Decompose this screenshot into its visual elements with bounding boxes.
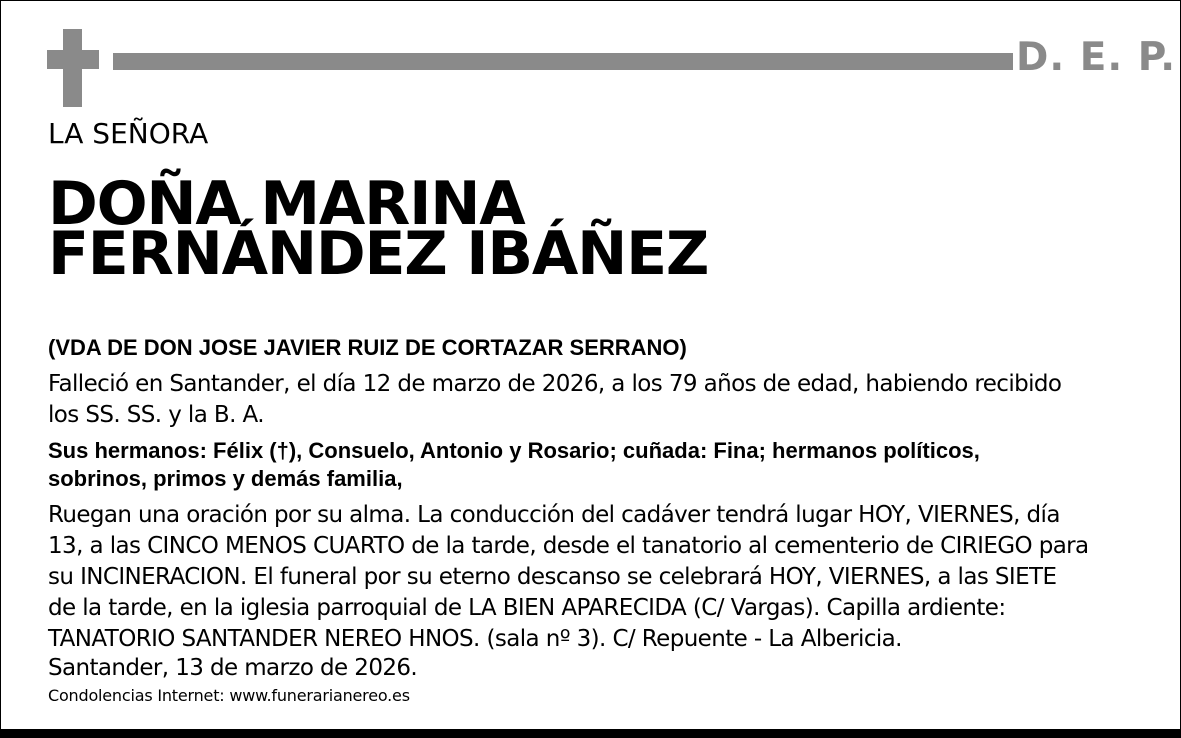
details-line: Ruegan una oración por su alma. La conducción del cadáver tendrá lugar HOY, VIERNES, día — [48, 502, 1060, 528]
title-label: LA SEÑORA — [48, 117, 209, 150]
details-line: TANATORIO SANTANDER NEREO HNOS. (sala nº 3). C/ Repuente - La Albericia. — [48, 626, 902, 652]
details-line: su INCINERACION. El funeral por su eterno descanso se celebrará HOY, VIERNES, a las SIETE — [48, 564, 1057, 590]
death-paragraph — [48, 369, 1061, 431]
place-date: Santander, 13 de marzo de 2026. — [48, 655, 418, 681]
death-line: Falleció en Santander, el día 12 de marzo de 2026, a los 79 años de edad, habiendo recibido — [48, 371, 1062, 397]
deceased-name-line1: DOÑA MARINA — [48, 169, 525, 239]
details-line: 13, a las CINCO MENOS CUARTO de la tarde, desde el tanatorio al cementerio de CIRIEGO para — [48, 533, 1089, 559]
dep-badge: D. E. P. — [1016, 35, 1177, 80]
cross-horizontal-bar — [47, 50, 99, 69]
family-line: Sus hermanos: Félix (†), Consuelo, Antonio y Rosario; cuñada: Fina; hermanos políticos, — [48, 438, 980, 463]
deceased-name-line2: FERNÁNDEZ IBÁÑEZ — [48, 219, 709, 289]
bottom-bar — [0, 729, 1181, 738]
widow-of: (VDA DE DON JOSE JAVIER RUIZ DE CORTAZAR SERRANO) — [48, 335, 687, 360]
details-line: de la tarde, en la iglesia parroquial de LA BIEN APARECIDA (C/ Vargas). Capilla ardiente: — [48, 595, 1006, 621]
details-paragraph — [48, 500, 1089, 655]
family-line: sobrinos, primos y demás familia, — [48, 466, 403, 491]
header-rule — [113, 53, 1013, 70]
family-paragraph — [48, 437, 980, 493]
condolences-link: Condolencias Internet: www.funerarianereo.es — [48, 686, 410, 705]
death-line: los SS. SS. y la B. A. — [48, 402, 264, 428]
